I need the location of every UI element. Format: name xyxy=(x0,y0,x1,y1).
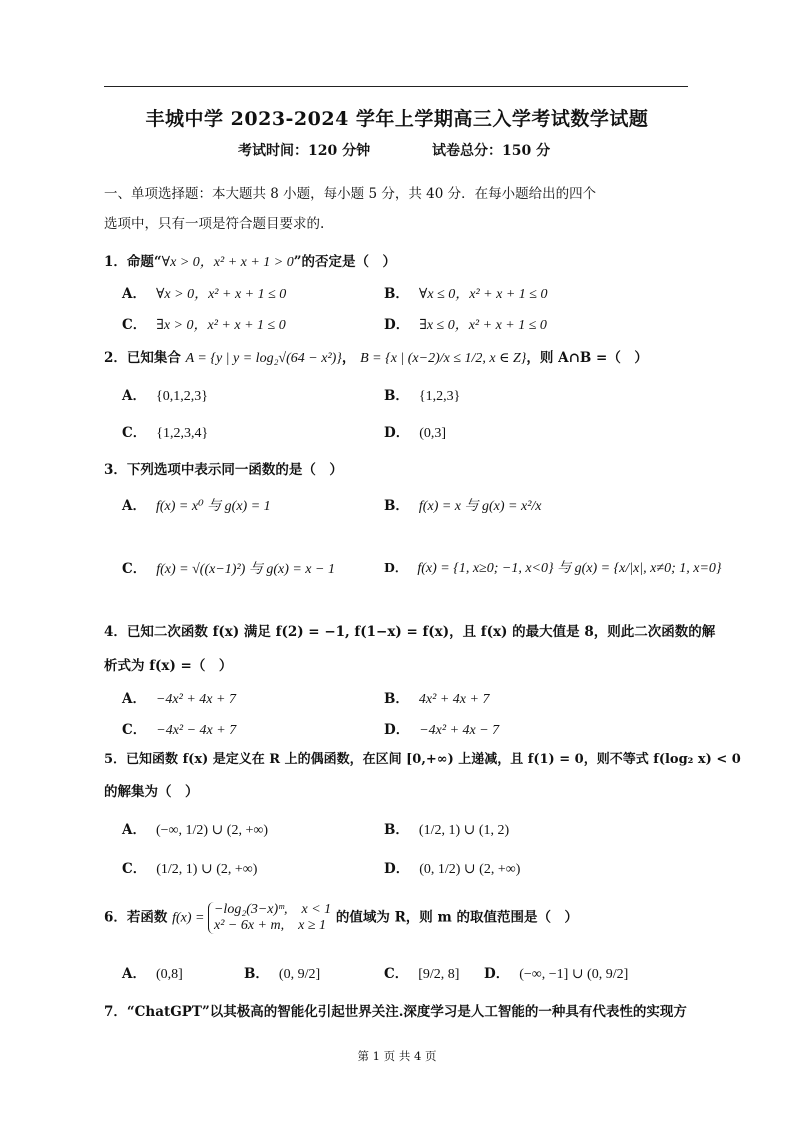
q6-option-c[interactable]: C． [9/2, 8] xyxy=(384,966,460,982)
q4-option-b[interactable]: B． 4x² + 4x + 7 xyxy=(384,691,490,707)
q2-option-b[interactable]: B． {1,2,3} xyxy=(384,388,461,404)
question-2-stem: 2．已知集合 A = {y | y = log₂√(64 − x²)}， B = {x | (x−2)/x ≤ 1/2, x ∈ Z}，则 A∩B =（ ） xyxy=(104,350,648,366)
question-4-stem-line1: 4．已知二次函数 f(x) 满足 f(2) = −1, f(1−x) = f(x)，且 f(x) 的最大值是 8，则此二次函数的解 xyxy=(104,624,716,640)
q3-option-d[interactable]: D． f(x) = {1, x≥0; −1, x<0} 与 g(x) = {x/|x|, x≠0; 1, x=0} xyxy=(384,560,722,576)
q3-option-a[interactable]: A． f(x) = x⁰ 与 g(x) = 1 xyxy=(122,498,271,514)
q1-option-b[interactable]: B． ∀x ≤ 0，x² + x + 1 ≤ 0 xyxy=(384,286,548,302)
q5-option-c[interactable]: C． (1/2, 1) ∪ (2, +∞) xyxy=(122,861,258,877)
q6-option-b[interactable]: B． (0, 9/2] xyxy=(244,966,321,982)
q2-option-d[interactable]: D． (0,3] xyxy=(384,425,447,441)
question-6-stem: 6．若函数 f(x) = −log₂(3−x)ᵐ, x < 1 x² − 6x + m, x ≥ 1 的值域为 R，则 m 的取值范围是（ ） xyxy=(104,902,578,933)
q1-option-d[interactable]: D． ∃x ≤ 0，x² + x + 1 ≤ 0 xyxy=(384,317,547,333)
q3-option-b[interactable]: B． f(x) = x 与 g(x) = x²/x xyxy=(384,498,542,514)
header-rule xyxy=(104,86,688,87)
q6-option-d[interactable]: D． (−∞, −1] ∪ (0, 9/2] xyxy=(484,966,629,982)
q4-option-c[interactable]: C． −4x² − 4x + 7 xyxy=(122,722,237,738)
question-3-stem: 3．下列选项中表示同一函数的是（ ） xyxy=(104,462,343,478)
q5-option-b[interactable]: B． (1/2, 1) ∪ (1, 2) xyxy=(384,822,510,838)
q5-option-d[interactable]: D． (0, 1/2) ∪ (2, +∞) xyxy=(384,861,521,877)
q6-option-a[interactable]: A． (0,8] xyxy=(122,966,183,982)
question-7-stem: 7．“ChatGPT”以其极高的智能化引起世界关注.深度学习是人工智能的一种具有代表性的实现方 xyxy=(104,1004,687,1020)
total-score: 试卷总分：150 分 xyxy=(432,143,551,159)
question-4-stem-line2: 析式为 f(x) =（ ） xyxy=(104,658,233,674)
question-5-stem-line1: 5．已知函数 f(x) 是定义在 R 上的偶函数，在区间 [0,+∞) 上递减，且 f(1) = 0，则不等式 f(log₂ x) < 0 xyxy=(104,752,741,767)
q4-option-d[interactable]: D． −4x² + 4x − 7 xyxy=(384,722,500,738)
section-instructions-line1: 一、单项选择题：本大题共 8 小题，每小题 5 分，共 40 分．在每小题给出的四个 xyxy=(104,186,597,202)
page-footer: 第 1 页 共 4 页 xyxy=(357,1049,437,1063)
piecewise-function: −log₂(3−x)ᵐ, x < 1 x² − 6x + m, x ≥ 1 xyxy=(208,902,331,934)
q1-option-c[interactable]: C． ∃x > 0，x² + x + 1 ≤ 0 xyxy=(122,317,286,333)
question-5-stem-line2: 的解集为（ ） xyxy=(104,784,199,800)
q3-option-c[interactable]: C． f(x) = √((x−1)²) 与 g(x) = x − 1 xyxy=(122,561,335,577)
section-instructions-line2: 选项中，只有一项是符合题目要求的. xyxy=(104,216,325,232)
exam-time: 考试时间：120 分钟 xyxy=(238,143,371,159)
page-title: 丰城中学 2023-2024 学年上学期高三入学考试数学试题 xyxy=(145,108,649,130)
q5-option-a[interactable]: A． (−∞, 1/2) ∪ (2, +∞) xyxy=(122,822,269,838)
q1-option-a[interactable]: A． ∀x > 0，x² + x + 1 ≤ 0 xyxy=(122,286,287,302)
q4-option-a[interactable]: A． −4x² + 4x + 7 xyxy=(122,691,236,707)
q2-option-a[interactable]: A． {0,1,2,3} xyxy=(122,388,208,404)
q2-option-c[interactable]: C． {1,2,3,4} xyxy=(122,425,209,441)
question-1-stem: 1．命题“∀x > 0，x² + x + 1 > 0”的否定是（ ） xyxy=(104,254,397,270)
